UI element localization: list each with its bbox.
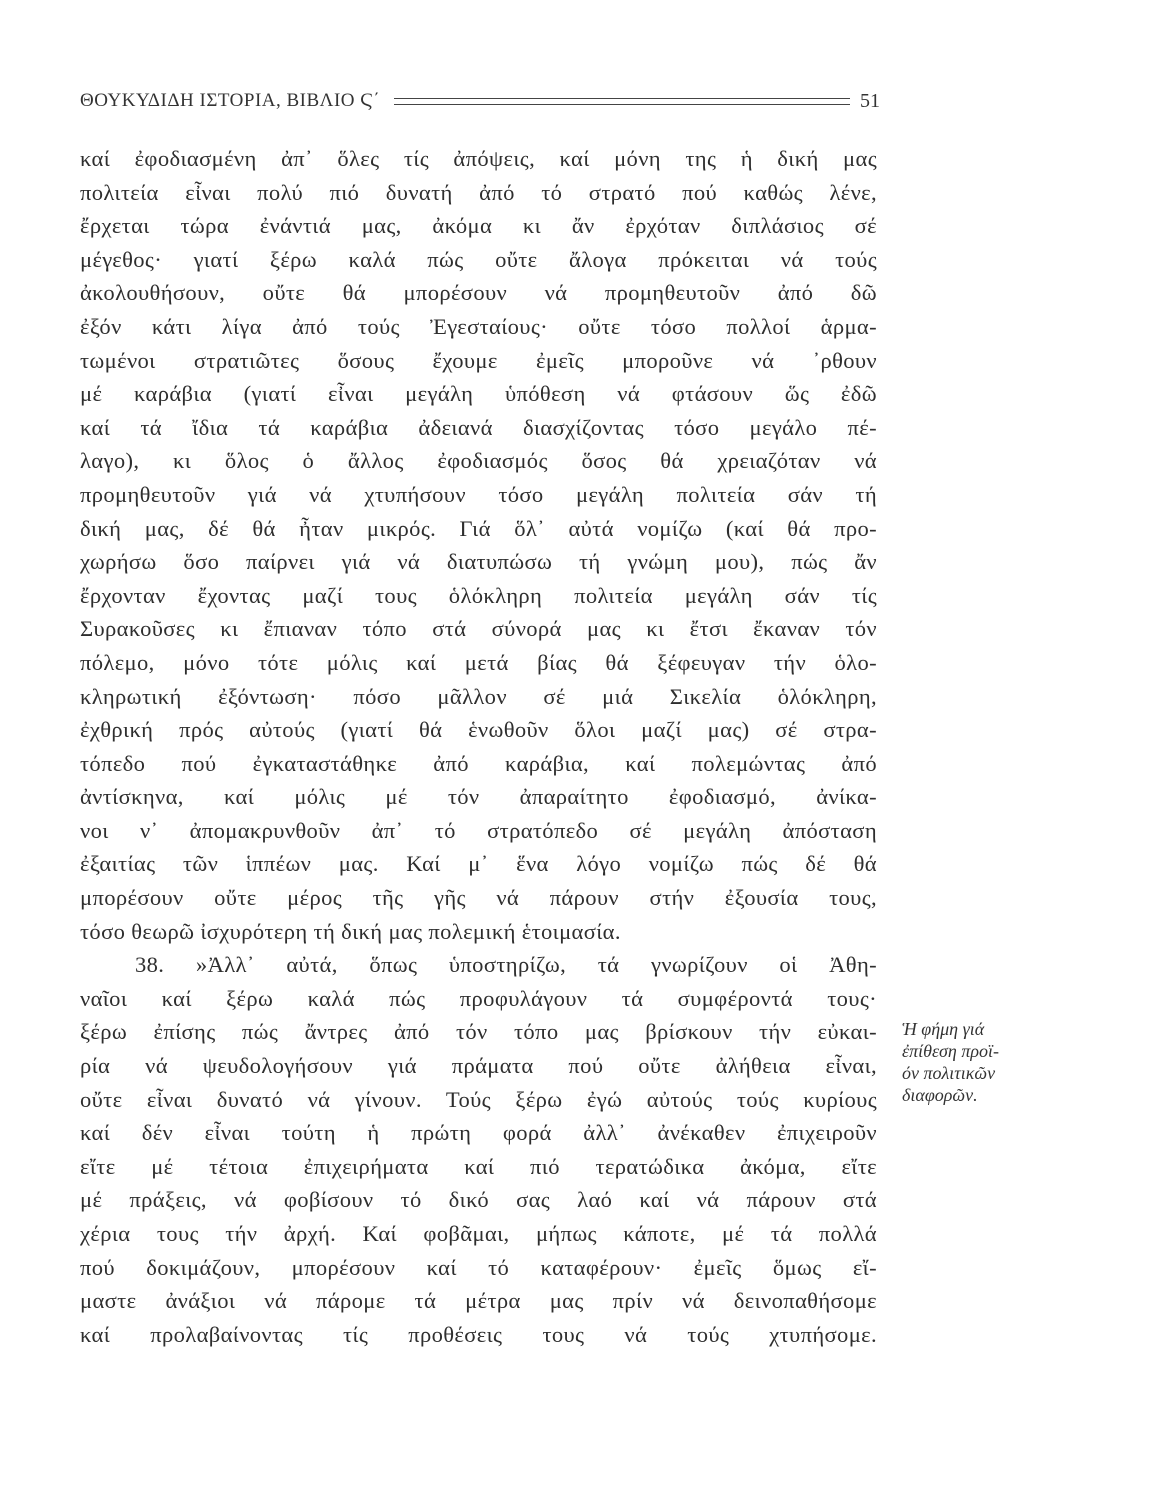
text-line: κληρωτική ἐξόντωση· πόσο μᾶλλον σέ μιά Σικελία ὁλόκληρη, [80, 683, 877, 709]
text-line: τόπεδο πού ἐγκαταστάθηκε ἀπό καράβια, καί πολεμώντας ἀπό [80, 750, 877, 776]
text-line: μέ πράξεις, νά φοβίσουν τό δικό σας λαό καί νά πάρουν στά [80, 1187, 877, 1213]
text-line: ξέρω ἐπίσης πώς ἄντρες ἀπό τόν τόπο μας βρίσκουν τήν εὐκαι- [80, 1019, 877, 1045]
text-line: ναῖοι καί ξέρω καλά πώς προφυλάγουν τά συμφέροντά τους· [80, 985, 877, 1011]
text-line: προμηθευτοῦν γιά νά χτυπήσουν τόσο μεγάλη πολιτεία σάν τή [80, 481, 877, 507]
text-line: μαστε ἀνάξιοι νά πάρομε τά μέτρα μας πρίν νά δεινοπαθήσομε [80, 1288, 877, 1314]
text-line: χωρήσω ὅσο παίρνει γιά νά διατυπώσω τή γνώμη μου), πώς ἄν [80, 549, 877, 575]
text-line: καί προλαβαίνοντας τίς προθέσεις τους νά τούς χτυπήσομε. [80, 1321, 877, 1347]
text-line: μέγεθος· γιατί ξέρω καλά πώς οὔτε ἄλογα πρόκειται νά τούς [80, 246, 877, 272]
marginal-note-line: Ἡ φήμη γιά [902, 1019, 985, 1039]
text-line: οὔτε εἶναι δυνατό νά γίνουν. Τούς ξέρω ἐγώ αὐτούς τούς κυρίους [80, 1086, 877, 1112]
text-line: ἐξόν κάτι λίγα ἀπό τούς Ἐγεσταίους· οὔτε τόσο πολλοί ἁρμα- [80, 313, 877, 339]
text-line: Συρακοῦσες κι ἔπιαναν τόπο στά σύνορά μας κι ἔτσι ἔκαναν τόν [80, 616, 877, 642]
text-line: ἔρχεται τώρα ἐνάντιά μας, ἀκόμα κι ἄν ἐρχόταν διπλάσιος σέ [80, 213, 877, 239]
header-rule [394, 98, 850, 105]
text-line: καί δέν εἶναι τούτη ἡ πρώτη φορά ἀλλ᾽ ἀνέκαθεν ἐπιχειροῦν [80, 1120, 877, 1146]
paragraph [80, 948, 877, 1351]
text-line: ἐχθρική πρός αὐτούς (γιατί θά ἑνωθοῦν ὅλοι μαζί μας) σέ στρα- [80, 717, 877, 743]
text-line: ἐξαιτίας τῶν ἱππέων μας. Καί μ᾽ ἕνα λόγο νομίζω πώς δέ θά [80, 851, 877, 877]
running-title: ΘΟΥΚΥΔΙΔΗ ΙΣΤΟΡΙΑ, ΒΙΒΛΙΟ Ϛ΄ [80, 90, 381, 111]
text-line: νοι ν᾽ ἀπομακρυνθοῦν ἀπ᾽ τό στρατόπεδο σέ μεγάλη ἀπόσταση [80, 817, 877, 843]
paragraph [80, 142, 877, 948]
text-line: τωμένοι στρατιῶτες ὅσους ἔχουμε ἐμεῖς μποροῦνε νά ᾽ρθουν [80, 347, 877, 373]
text-line: πολιτεία εἶναι πολύ πιό δυνατή ἀπό τό στρατό πού καθώς λένε, [80, 179, 877, 205]
text-line: δική μας, δέ θά ἦταν μικρός. Γιά ὅλ᾽ αὐτά νομίζω (καί θά προ- [80, 515, 877, 541]
text-line: χέρια τους τήν ἀρχή. Καί φοβᾶμαι, μήπως κάποτε, μέ τά πολλά [80, 1221, 877, 1246]
text-line: μέ καράβια (γιατί εἶναι μεγάλη ὑπόθεση νά φτάσουν ὥς ἐδῶ [80, 381, 877, 407]
text-line: εἴτε μέ τέτοια ἐπιχειρήματα καί πιό τερατώδικα ἀκόμα, εἴτε [80, 1153, 877, 1179]
text-line: τόσο θεωρῶ ἰσχυρότερη τή δική μας πολεμική ἑτοιμασία. [80, 918, 621, 944]
text-line: ἔρχονταν ἔχοντας μαζί τους ὁλόκληρη πολιτεία μεγάλη σάν τίς [80, 582, 877, 608]
marginal-note-line: όν πολιτικῶν [902, 1063, 996, 1083]
marginal-note-line: ἐπίθεση προϊ- [902, 1041, 1000, 1061]
page-number: 51 [860, 89, 880, 112]
text-line: πού δοκιμάζουν, μπορέσουν καί τό καταφέρουν· ἐμεῖς ὅμως εἴ- [80, 1254, 877, 1280]
text-line: ρία νά ψευδολογήσουν γιά πράματα πού οὔτε ἀλήθεια εἶναι, [80, 1053, 877, 1079]
main-text [80, 142, 877, 1351]
text-line: λαγο), κι ὅλος ὁ ἄλλος ἐφοδιασμός ὅσος θά χρειαζόταν νά [80, 448, 877, 474]
marginal-note [902, 1018, 1052, 1106]
text-line: 38. »Ἀλλ᾽ αὐτά, ὅπως ὑποστηρίζω, τά γνωρίζουν οἱ Ἀθη- [135, 952, 877, 978]
text-line: ἀκολουθήσουν, οὔτε θά μπορέσουν νά προμηθευτοῦν ἀπό δῶ [80, 280, 877, 306]
text-line: καί τά ἴδια τά καράβια ἀδειανά διασχίζοντας τόσο μεγάλο πέ- [80, 414, 877, 440]
text-line: καί ἐφοδιασμένη ἀπ᾽ ὅλες τίς ἀπόψεις, καί μόνη της ἡ δική μας [80, 146, 877, 171]
running-header [80, 86, 880, 116]
marginal-note-line: διαφορῶν. [902, 1085, 978, 1105]
text-line: πόλεμο, μόνο τότε μόλις καί μετά βίας θά ξέφευγαν τήν ὁλο- [80, 649, 877, 675]
text-line: ἀντίσκηνα, καί μόλις μέ τόν ἀπαραίτητο ἐφοδιασμό, ἀνίκα- [80, 784, 877, 810]
text-line: μπορέσουν οὔτε μέρος τῆς γῆς νά πάρουν στήν ἐξουσία τους, [80, 885, 877, 911]
